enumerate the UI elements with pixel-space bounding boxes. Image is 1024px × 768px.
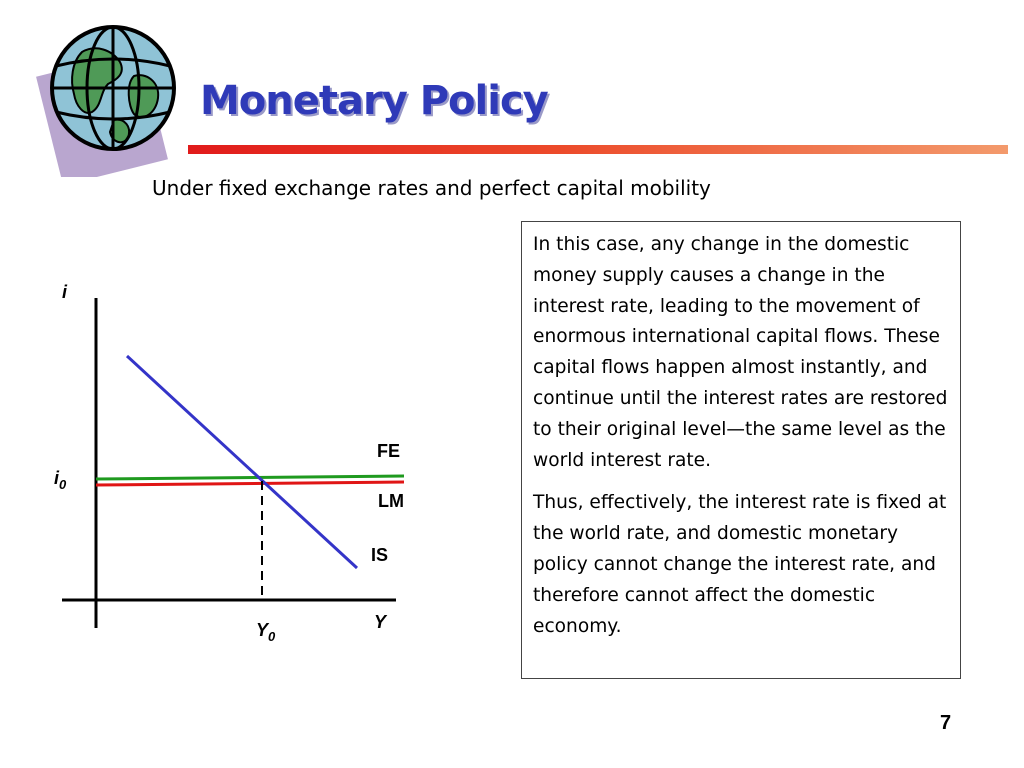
fe-curve bbox=[96, 476, 404, 479]
slide-subtitle: Under fixed exchange rates and perfect capital mobility bbox=[152, 176, 711, 200]
globe-icon bbox=[30, 22, 190, 177]
lm-label: LM bbox=[378, 491, 404, 511]
explanation-paragraph: In this case, any change in the domestic money supply causes a change in the interest rate, leading to the movement of enormous international capital flows. These capital flows happen almost instantly, and continue until the interest rates are restored to their original level—the same level as the world interest rate. bbox=[533, 234, 948, 471]
title-underline bbox=[188, 145, 1008, 154]
explanation-paragraph: Thus, effectively, the interest rate is fixed at the world rate, and domestic monetary policy cannot change the interest rate, and therefore cannot affect the domestic economy. bbox=[533, 492, 947, 637]
y-axis-label: i bbox=[62, 282, 68, 302]
fe-label: FE bbox=[377, 441, 401, 461]
page-number: 7 bbox=[940, 712, 952, 734]
is-label: IS bbox=[371, 545, 389, 565]
x-axis-label: Y bbox=[374, 612, 387, 632]
y0-label-subscript: 0 bbox=[268, 629, 276, 644]
is-lm-fe-diagram bbox=[0, 260, 480, 660]
globe-logo bbox=[30, 22, 190, 177]
y0-label-main: Y bbox=[256, 620, 269, 640]
y0-label bbox=[256, 620, 276, 644]
is-curve bbox=[127, 356, 357, 568]
i0-label-main: i bbox=[54, 468, 60, 488]
i0-label bbox=[54, 468, 67, 492]
explanation-box bbox=[521, 221, 961, 679]
i0-label-subscript: 0 bbox=[59, 477, 67, 492]
slide-title: Monetary Policy bbox=[200, 78, 548, 124]
lm-curve bbox=[96, 482, 404, 485]
globe-landmass bbox=[129, 75, 158, 117]
